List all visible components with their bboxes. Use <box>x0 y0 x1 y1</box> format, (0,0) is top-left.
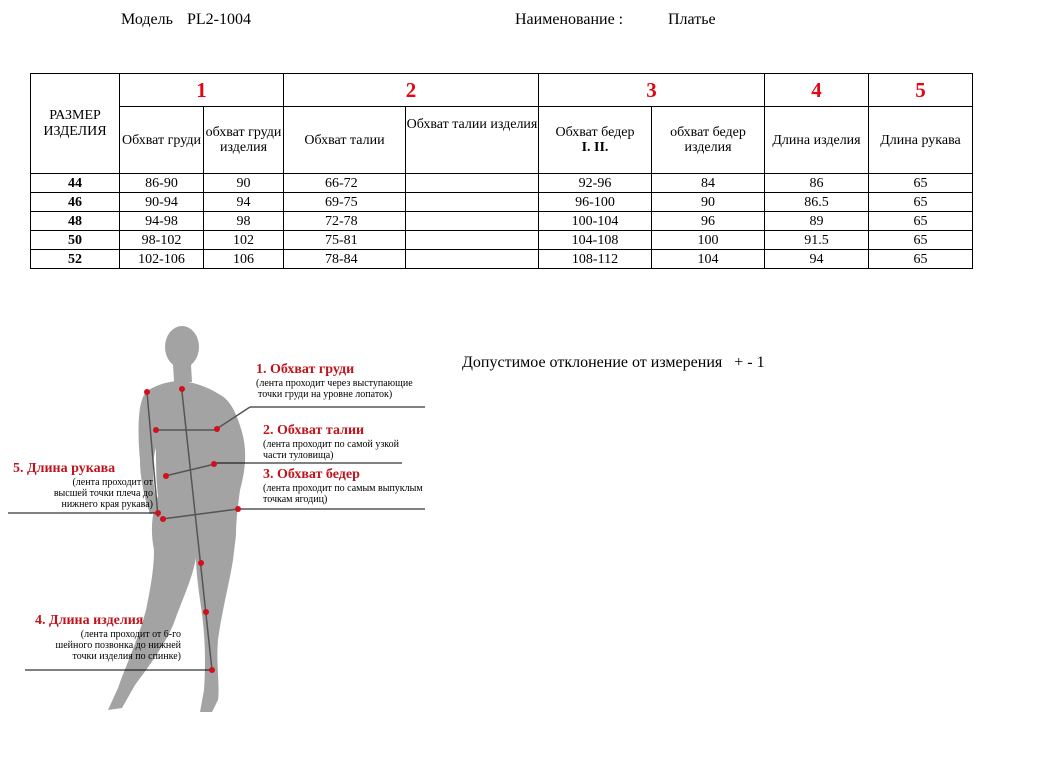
annotation-sleeve-desc3: нижнего края рукава) <box>61 499 153 510</box>
table-cell: 65 <box>869 212 973 231</box>
table-cell: 91.5 <box>765 231 869 250</box>
table-row <box>31 250 973 269</box>
annotation-waist <box>263 423 399 461</box>
table-cell: 98-102 <box>120 231 204 250</box>
table-cell: 86 <box>765 174 869 193</box>
table-cell <box>406 174 539 193</box>
annotation-length-title: 4. Длина изделия <box>35 613 144 628</box>
table-cell <box>406 250 539 269</box>
annotation-chest-desc1: (лента проходит через выступающие <box>256 378 413 389</box>
group-number-2: 2 <box>284 74 539 107</box>
group-number-4: 4 <box>765 74 869 107</box>
table-cell: 102-106 <box>120 250 204 269</box>
annotation-chest <box>256 362 413 400</box>
table-cell: 69-75 <box>284 193 406 212</box>
table-cell: 94 <box>765 250 869 269</box>
table-cell: 96 <box>652 212 765 231</box>
name-value: Платье <box>668 11 716 28</box>
header-garment-length: Длина изделия <box>765 107 869 174</box>
table-cell: 92-96 <box>539 174 652 193</box>
table-cell: 75-81 <box>284 231 406 250</box>
table-cell: 65 <box>869 193 973 212</box>
table-cell: 106 <box>204 250 284 269</box>
table-cell: 100 <box>652 231 765 250</box>
name-label: Наименование : <box>515 11 624 28</box>
annotation-length-desc3: точки изделия по спинке) <box>72 651 181 662</box>
size-cell: 52 <box>31 250 120 269</box>
header-garment-hips: обхват бедер изделия <box>652 107 765 174</box>
annotation-sleeve <box>13 461 153 510</box>
header-sleeve-length: Длина рукава <box>869 107 973 174</box>
size-cell: 50 <box>31 231 120 250</box>
group-number-5: 5 <box>869 74 973 107</box>
table-cell: 90-94 <box>120 193 204 212</box>
group-number-1: 1 <box>120 74 284 107</box>
header-garment-waist: Обхват талии изделия <box>406 107 539 174</box>
table-cell <box>406 193 539 212</box>
annotation-waist-desc2: части туловища) <box>263 450 334 461</box>
table-cell: 102 <box>204 231 284 250</box>
table-cell: 108-112 <box>539 250 652 269</box>
size-cell: 46 <box>31 193 120 212</box>
header-hips-sub: I. II. <box>581 140 609 155</box>
size-column-header: РАЗМЕР ИЗДЕЛИЯ <box>31 74 120 174</box>
table-cell: 100-104 <box>539 212 652 231</box>
table-cell: 65 <box>869 174 973 193</box>
table-cell: 89 <box>765 212 869 231</box>
header-waist: Обхват талии <box>284 107 406 174</box>
table-row <box>31 193 973 212</box>
size-cell: 48 <box>31 212 120 231</box>
size-table <box>30 73 973 269</box>
annotation-hips <box>263 467 423 505</box>
table-row <box>31 174 973 193</box>
table-cell: 66-72 <box>284 174 406 193</box>
table-row <box>31 212 973 231</box>
table-cell <box>406 212 539 231</box>
group-number-3: 3 <box>539 74 765 107</box>
annotation-length-desc2: шейного позвонка до нижней <box>55 640 181 651</box>
tolerance-value: + - 1 <box>734 354 765 371</box>
table-cell <box>406 231 539 250</box>
table-cell: 104-108 <box>539 231 652 250</box>
annotation-chest-title: 1. Обхват груди <box>256 362 355 377</box>
tolerance-text: Допустимое отклонение от измерения <box>462 354 723 371</box>
annotation-length <box>35 613 181 662</box>
header-chest: Обхват груди <box>120 107 204 174</box>
annotation-waist-title: 2. Обхват талии <box>263 423 365 438</box>
table-cell: 65 <box>869 250 973 269</box>
header-garment-chest: обхват груди изделия <box>204 107 284 174</box>
annotation-length-desc1: (лента проходит от 6-го <box>80 629 181 640</box>
header-hips <box>539 107 652 174</box>
table-cell: 90 <box>652 193 765 212</box>
annotation-chest-desc2: точки груди на уровне лопаток) <box>258 389 393 400</box>
table-cell: 94-98 <box>120 212 204 231</box>
table-cell: 94 <box>204 193 284 212</box>
table-cell: 96-100 <box>539 193 652 212</box>
table-cell: 86-90 <box>120 174 204 193</box>
table-cell: 78-84 <box>284 250 406 269</box>
annotation-sleeve-desc2: высшей точки плеча до <box>53 488 153 499</box>
table-cell: 86.5 <box>765 193 869 212</box>
model-value: PL2-1004 <box>187 11 251 28</box>
tolerance-note <box>462 354 765 372</box>
table-cell: 84 <box>652 174 765 193</box>
annotation-hips-title: 3. Обхват бедер <box>263 467 360 482</box>
header-hips-label: Обхват бедер <box>555 125 635 140</box>
table-cell: 98 <box>204 212 284 231</box>
annotation-waist-desc1: (лента проходит по самой узкой <box>263 439 399 450</box>
table-cell: 104 <box>652 250 765 269</box>
table-cell: 90 <box>204 174 284 193</box>
annotation-sleeve-title: 5. Длина рукава <box>13 461 116 476</box>
annotation-hips-desc2: точкам ягодиц) <box>263 494 328 505</box>
model-label: Модель <box>121 11 173 28</box>
table-row <box>31 231 973 250</box>
annotation-sleeve-desc1: (лента проходит от <box>72 477 153 488</box>
table-cell: 72-78 <box>284 212 406 231</box>
annotation-hips-desc1: (лента проходит по самым выпуклым <box>263 483 423 494</box>
size-cell: 44 <box>31 174 120 193</box>
table-cell: 65 <box>869 231 973 250</box>
